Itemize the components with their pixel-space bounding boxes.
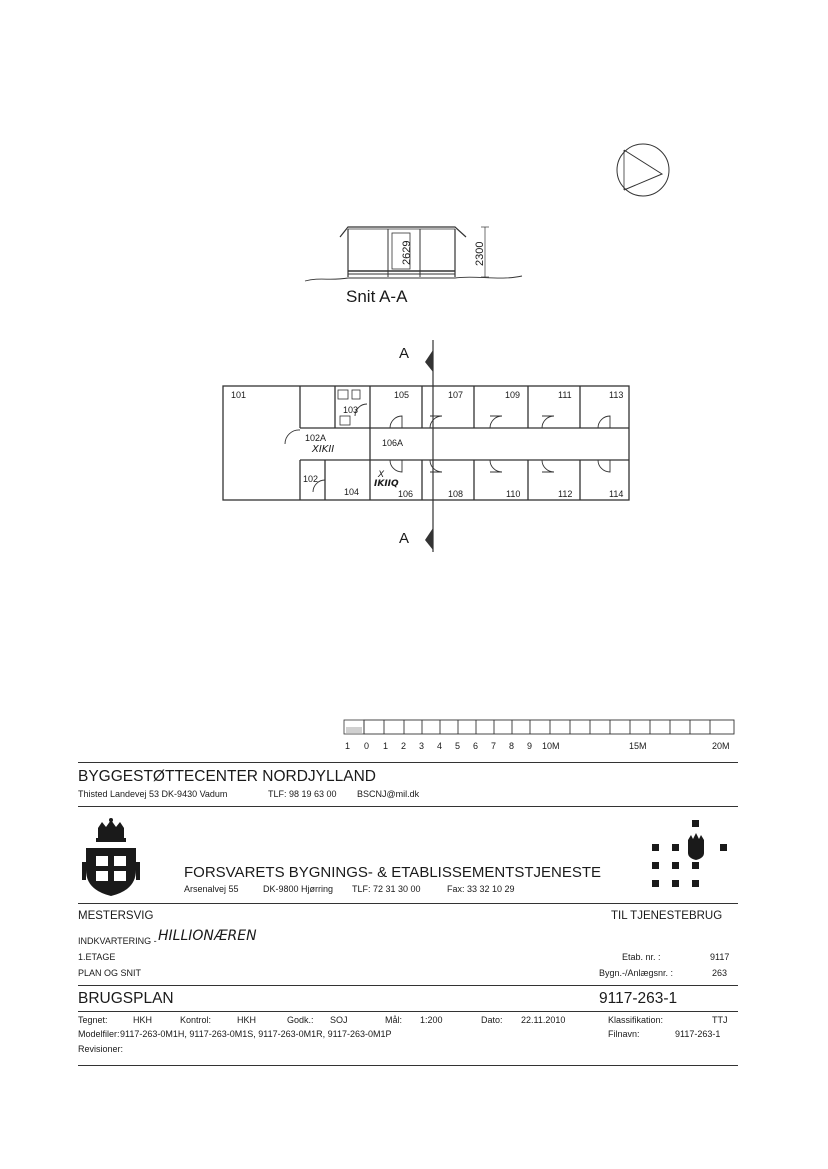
scale-tick-2: 2 [401, 741, 407, 751]
project-building-hand: HILLIONÆREN [158, 928, 257, 944]
room-113: 113 [609, 390, 624, 400]
sender-address: Thisted Landevej 53 DK-9430 Vadum [78, 789, 228, 799]
dato-value: 22.11.2010 [521, 1015, 566, 1025]
divider [78, 1065, 738, 1066]
section-marker-top: A [399, 345, 410, 362]
kontrol-label: Kontrol: [180, 1015, 212, 1025]
drawing-type: BRUGSPLAN [78, 990, 174, 1007]
filnavn-label: Filnavn: [608, 1029, 640, 1039]
scale-tick-8: 8 [509, 741, 515, 751]
scale-tick-15m: 15M [629, 741, 647, 751]
scale-tick-0: 0 [364, 741, 370, 751]
divider [78, 806, 738, 807]
project-content: PLAN OG SNIT [78, 968, 142, 978]
scale-tick-6: 6 [473, 741, 479, 751]
scale-tick-4: 4 [437, 741, 443, 751]
room-106: 106 [398, 489, 414, 499]
tegnet-value: HKH [133, 1015, 153, 1025]
project-site: MESTERSVIG [78, 910, 154, 922]
etab-label: Etab. nr. : [622, 952, 661, 962]
scale-tick-3: 3 [419, 741, 425, 751]
room-110: 110 [506, 489, 521, 499]
divider [78, 1011, 738, 1012]
project-purpose: TIL TJENESTEBRUG [611, 910, 723, 922]
section-drawing [300, 215, 530, 290]
klass-label: Klassifikation: [608, 1015, 664, 1025]
floor-plan [215, 330, 645, 575]
etab-value: 9117 [710, 952, 730, 962]
room-114: 114 [609, 489, 624, 499]
scale-tick-minus1: 1 [345, 741, 351, 751]
room-109: 109 [505, 390, 521, 400]
scale-tick-9: 9 [527, 741, 533, 751]
divider [78, 985, 738, 986]
bygn-label: Bygn.-/Anlægsnr. : [599, 968, 674, 978]
project-building-label: INDKVARTERING - [78, 936, 157, 946]
room-111: 111 [558, 390, 572, 400]
godk-label: Godk.: [287, 1015, 314, 1025]
agency-fax: Fax: 33 32 10 29 [447, 884, 515, 894]
scale-tick-10m: 10M [542, 741, 560, 751]
room-106a: 106A [382, 438, 404, 448]
scale-bar [340, 718, 740, 742]
agency-city: DK-9800 Hjørring [263, 884, 334, 894]
project-floor: 1.ETAGE [78, 952, 116, 962]
maal-label: Mål: [385, 1015, 403, 1025]
filnavn-value: 9117-263-1 [675, 1029, 721, 1039]
hand-note-3: IKIIQ [374, 479, 399, 489]
agency-phone: TLF: 72 31 30 00 [352, 884, 421, 894]
dot-grid-emblem [640, 818, 730, 892]
room-103: 103 [343, 405, 359, 415]
sender-name: BYGGESTØTTECENTER NORDJYLLAND [78, 768, 376, 785]
north-arrow-icon [610, 140, 676, 200]
room-105: 105 [394, 390, 410, 400]
drawing-number: 9117-263-1 [599, 990, 678, 1007]
divider [78, 903, 738, 904]
divider [78, 762, 738, 763]
room-101: 101 [231, 390, 247, 400]
scale-tick-20m: 20M [712, 741, 730, 751]
bygn-value: 263 [712, 968, 728, 978]
godk-value: SOJ [330, 1015, 348, 1025]
model-value: 9117-263-0M1H, 9117-263-0M1S, 9117-263-0M1R, 9117-263-0M1P [120, 1029, 392, 1039]
maal-value: 1:200 [420, 1015, 443, 1025]
model-label: Modelfiler: [78, 1029, 120, 1039]
crown-shield-logo [80, 818, 142, 898]
section-dim-height-1: 2629 [401, 240, 413, 265]
room-108: 108 [448, 489, 464, 499]
klass-value: TTJ [712, 1015, 728, 1025]
agency-address: Arsenalvej 55 [184, 884, 239, 894]
scale-tick-5: 5 [455, 741, 461, 751]
room-107: 107 [448, 390, 464, 400]
section-marker-bottom: A [399, 530, 410, 547]
room-102: 102 [303, 474, 319, 484]
section-label: Snit A-A [346, 287, 408, 306]
dato-label: Dato: [481, 1015, 503, 1025]
scale-tick-7: 7 [491, 741, 497, 751]
scale-tick-1: 1 [383, 741, 389, 751]
sender-phone: TLF: 98 19 63 00 [268, 789, 337, 799]
tegnet-label: Tegnet: [78, 1015, 108, 1025]
room-112: 112 [558, 489, 573, 499]
room-102a: 102A [305, 433, 327, 443]
agency-name: FORSVARETS BYGNINGS- & ETABLISSEMENTSTJENESTE [184, 864, 602, 881]
section-dim-height-2: 2300 [474, 241, 486, 266]
sender-email: BSCNJ@mil.dk [357, 789, 420, 799]
kontrol-value: HKH [237, 1015, 257, 1025]
hand-note-1: XIKII [312, 444, 335, 455]
room-104: 104 [344, 487, 360, 497]
hand-note-2: X [378, 470, 385, 480]
revision-label: Revisioner: [78, 1044, 124, 1054]
